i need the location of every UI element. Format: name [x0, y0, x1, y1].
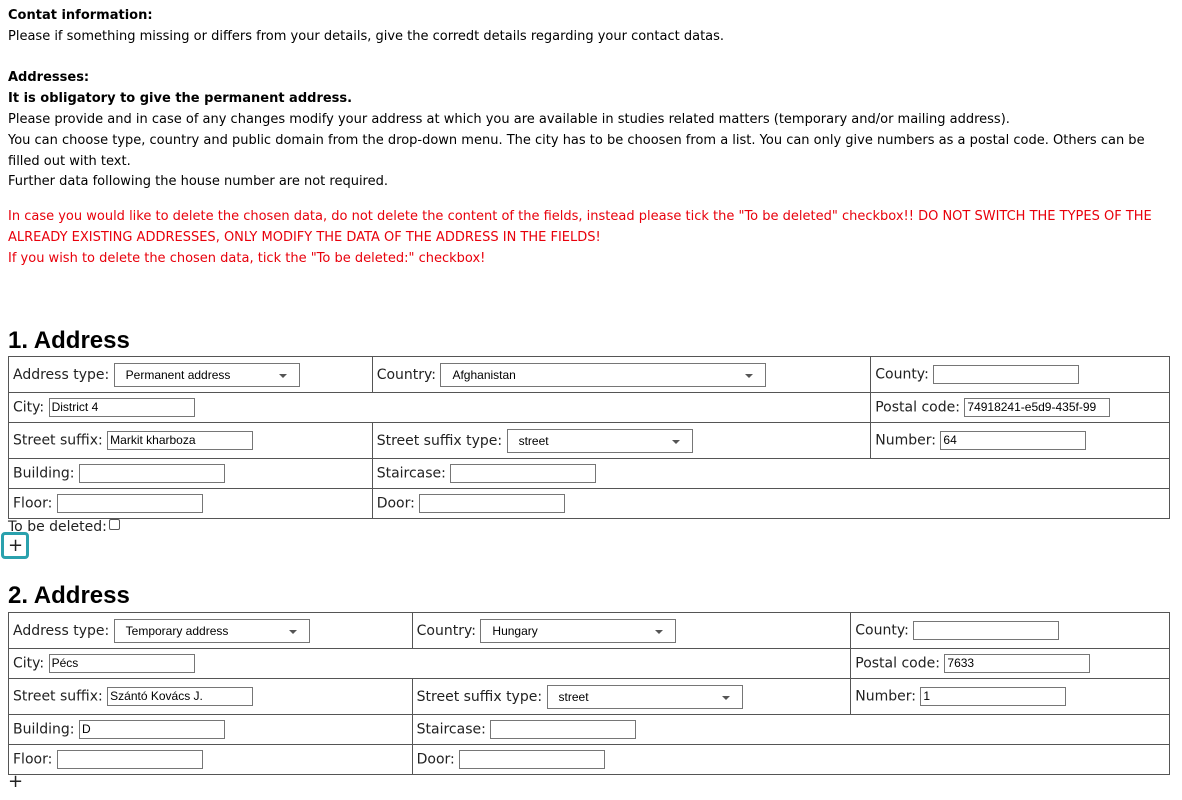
- door-input[interactable]: [459, 750, 605, 769]
- county-label: County:: [875, 366, 929, 383]
- contact-title: Contat information:: [8, 8, 153, 23]
- number-label: Number:: [875, 432, 936, 449]
- country-label: Country:: [416, 622, 476, 639]
- street-suffix-type-select[interactable]: street: [547, 685, 743, 709]
- postal-code-label: Postal code:: [875, 399, 960, 416]
- building-input[interactable]: D: [79, 720, 225, 739]
- country-select[interactable]: Afghanistan: [440, 363, 766, 387]
- address-type-select[interactable]: Temporary address: [114, 619, 310, 643]
- county-input[interactable]: [933, 365, 1079, 384]
- staircase-label: Staircase:: [416, 721, 486, 738]
- staircase-input[interactable]: [490, 720, 636, 739]
- building-label: Building:: [13, 465, 75, 482]
- floor-label: Floor:: [13, 495, 53, 512]
- county-label: County:: [855, 622, 909, 639]
- address-2-table: [8, 612, 1170, 775]
- street-suffix-type-label: Street suffix type:: [376, 432, 503, 449]
- number-input[interactable]: 1: [920, 687, 1066, 706]
- address-2-heading: 2. Address: [8, 582, 130, 609]
- number-input[interactable]: 64: [940, 431, 1086, 450]
- address-type-label: Address type:: [13, 366, 110, 383]
- to-be-deleted-checkbox[interactable]: [109, 519, 120, 530]
- address-type-select[interactable]: Permanent address: [114, 363, 300, 387]
- country-label: Country:: [376, 366, 437, 383]
- country-select[interactable]: Hungary: [480, 619, 676, 643]
- door-input[interactable]: [419, 494, 565, 513]
- door-label: Door:: [416, 751, 455, 768]
- number-label: Number:: [855, 688, 916, 705]
- further-text: Further data following the house number are not required.: [8, 174, 389, 190]
- to-be-deleted-label: To be deleted:: [8, 519, 107, 535]
- city-input[interactable]: District 4: [49, 398, 195, 417]
- street-suffix-input[interactable]: Markit kharboza: [107, 431, 253, 450]
- choose-text: You can choose type, country and public domain from the drop-down menu. The city has to be choosen from a list. You can only give numbers as a postal code. Others can be filled out with text.: [8, 132, 1145, 169]
- floor-input[interactable]: [57, 750, 203, 769]
- floor-label: Floor:: [13, 751, 53, 768]
- street-suffix-type-select[interactable]: street: [507, 429, 693, 453]
- street-suffix-type-label: Street suffix type:: [416, 688, 543, 705]
- building-label: Building:: [13, 721, 75, 738]
- staircase-input[interactable]: [450, 464, 596, 483]
- street-suffix-label: Street suffix:: [13, 688, 103, 705]
- addresses-title: Addresses:: [8, 70, 90, 86]
- city-label: City:: [13, 655, 45, 672]
- floor-input[interactable]: [57, 494, 203, 513]
- building-input[interactable]: [79, 464, 225, 483]
- address-1-heading: 1. Address: [8, 327, 130, 354]
- chevron-down-icon: [672, 440, 680, 444]
- postal-code-label: Postal code:: [855, 655, 940, 672]
- door-label: Door:: [376, 495, 415, 512]
- contact-text: Please if something missing or differs from your details, give the corredt details regarding your contact datas.: [8, 28, 725, 44]
- chevron-down-icon: [745, 374, 753, 378]
- postal-code-input[interactable]: 7633: [944, 654, 1090, 673]
- street-suffix-input[interactable]: Szántó Kovács J.: [107, 687, 253, 706]
- county-input[interactable]: [913, 621, 1059, 640]
- warning-text-2: If you wish to delete the chosen data, tick the "To be deleted:" checkbox!: [8, 250, 486, 266]
- postal-code-input[interactable]: 74918241-e5d9-435f-99: [964, 398, 1110, 417]
- city-label: City:: [13, 399, 45, 416]
- street-suffix-label: Street suffix:: [13, 432, 103, 449]
- warning-text-1: In case you would like to delete the chosen data, do not delete the content of the fields, instead please tick the "To be deleted" checkbox!! DO NOT SWITCH THE TYPES OF THE ALREADY EXISTING ADDRESSES, ONLY MODIFY THE DATA OF THE ADDRESS IN THE FIELDS!: [8, 209, 1152, 245]
- address-type-label: Address type:: [13, 622, 110, 639]
- provide-text: Please provide and in case of any changes modify your address at which you are available in studies related matters (temporary and/or mailing address).: [8, 111, 1010, 127]
- chevron-down-icon: [289, 630, 297, 634]
- intro-section: [8, 6, 1174, 270]
- obligatory-note: It is obligatory to give the permanent address.: [8, 91, 353, 107]
- chevron-down-icon: [722, 696, 730, 700]
- add-address-button-2[interactable]: +: [8, 771, 24, 792]
- staircase-label: Staircase:: [376, 465, 446, 482]
- chevron-down-icon: [279, 374, 287, 378]
- chevron-down-icon: [655, 630, 663, 634]
- address-1-table: [8, 356, 1170, 519]
- city-input[interactable]: Pécs: [49, 654, 195, 673]
- add-address-button[interactable]: +: [8, 535, 24, 556]
